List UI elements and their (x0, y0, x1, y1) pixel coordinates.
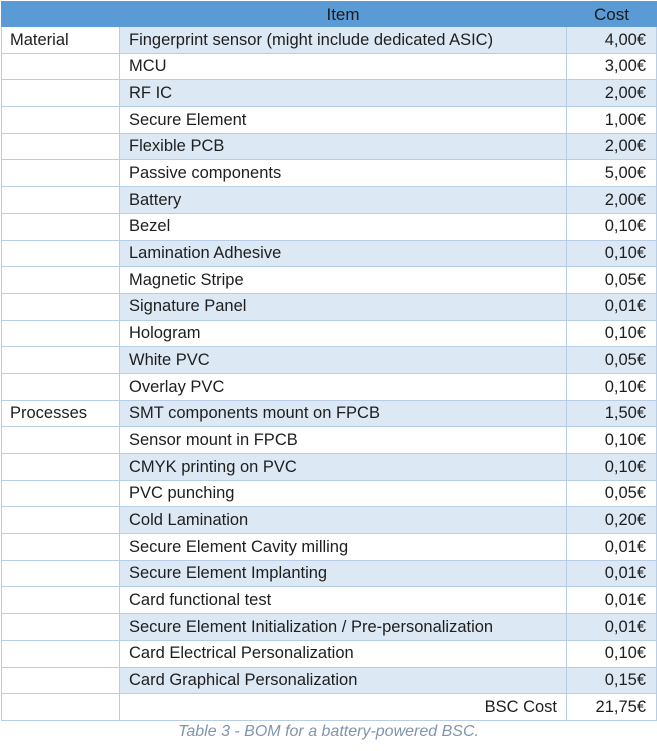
cost-cell: 2,00€ (567, 80, 657, 107)
total-value: 21,75€ (567, 694, 657, 721)
cost-cell: 0,01€ (567, 534, 657, 561)
header-cost: Cost (567, 2, 657, 27)
bom-table (1, 1, 657, 721)
item-cell: Flexible PCB (120, 133, 567, 160)
category-cell (2, 667, 120, 694)
table-row (2, 213, 657, 240)
header-item: Item (120, 2, 567, 27)
table-row (2, 587, 657, 614)
cost-cell: 2,00€ (567, 187, 657, 214)
table-row (2, 614, 657, 641)
item-cell: RF IC (120, 80, 567, 107)
category-cell: Material (2, 27, 120, 54)
cost-cell: 0,10€ (567, 213, 657, 240)
category-cell (2, 534, 120, 561)
cost-cell: 3,00€ (567, 53, 657, 80)
category-cell (2, 53, 120, 80)
category-cell (2, 293, 120, 320)
category-cell (2, 427, 120, 454)
cost-cell: 0,10€ (567, 373, 657, 400)
table-row (2, 53, 657, 80)
item-cell: Fingerprint sensor (might include dedicated ASIC) (120, 27, 567, 54)
category-cell (2, 187, 120, 214)
table-row (2, 240, 657, 267)
category-cell (2, 373, 120, 400)
table-row (2, 480, 657, 507)
category-cell (2, 107, 120, 134)
cost-cell: 0,05€ (567, 267, 657, 294)
item-cell: Lamination Adhesive (120, 240, 567, 267)
item-cell: Secure Element (120, 107, 567, 134)
item-cell: Overlay PVC (120, 373, 567, 400)
table-row (2, 27, 657, 54)
table-row (2, 133, 657, 160)
category-cell (2, 80, 120, 107)
category-cell (2, 213, 120, 240)
cost-cell: 0,05€ (567, 347, 657, 374)
table-row (2, 160, 657, 187)
category-cell (2, 267, 120, 294)
item-cell: Magnetic Stripe (120, 267, 567, 294)
table-row (2, 400, 657, 427)
item-cell: Signature Panel (120, 293, 567, 320)
category-cell (2, 160, 120, 187)
table-row (2, 107, 657, 134)
cost-cell: 0,10€ (567, 320, 657, 347)
cost-cell: 5,00€ (567, 160, 657, 187)
total-empty-cell (2, 694, 120, 721)
category-cell (2, 587, 120, 614)
cost-cell: 0,10€ (567, 427, 657, 454)
total-row (2, 694, 657, 721)
item-cell: PVC punching (120, 480, 567, 507)
item-cell: Passive components (120, 160, 567, 187)
table-header-row (2, 2, 657, 27)
cost-cell: 1,50€ (567, 400, 657, 427)
category-cell: Processes (2, 400, 120, 427)
item-cell: Bezel (120, 213, 567, 240)
cost-cell: 0,05€ (567, 480, 657, 507)
category-cell (2, 133, 120, 160)
item-cell: Card Electrical Personalization (120, 640, 567, 667)
cost-cell: 2,00€ (567, 133, 657, 160)
item-cell: CMYK printing on PVC (120, 454, 567, 481)
cost-cell: 0,10€ (567, 240, 657, 267)
item-cell: SMT components mount on FPCB (120, 400, 567, 427)
table-row (2, 560, 657, 587)
item-cell: Sensor mount in FPCB (120, 427, 567, 454)
category-cell (2, 347, 120, 374)
item-cell: Card functional test (120, 587, 567, 614)
table-row (2, 373, 657, 400)
cost-cell: 0,20€ (567, 507, 657, 534)
item-cell: Secure Element Implanting (120, 560, 567, 587)
cost-cell: 0,01€ (567, 614, 657, 641)
category-cell (2, 480, 120, 507)
table-row (2, 347, 657, 374)
cost-cell: 0,01€ (567, 560, 657, 587)
category-cell (2, 507, 120, 534)
category-cell (2, 240, 120, 267)
table-row (2, 454, 657, 481)
table-row (2, 320, 657, 347)
item-cell: Battery (120, 187, 567, 214)
item-cell: Hologram (120, 320, 567, 347)
table-row (2, 507, 657, 534)
cost-cell: 0,10€ (567, 454, 657, 481)
table-row (2, 187, 657, 214)
category-cell (2, 614, 120, 641)
table-row (2, 427, 657, 454)
item-cell: Cold Lamination (120, 507, 567, 534)
table-row (2, 640, 657, 667)
cost-cell: 1,00€ (567, 107, 657, 134)
cost-cell: 0,10€ (567, 640, 657, 667)
header-category (2, 2, 120, 27)
item-cell: MCU (120, 53, 567, 80)
cost-cell: 4,00€ (567, 27, 657, 54)
category-cell (2, 640, 120, 667)
cost-cell: 0,01€ (567, 587, 657, 614)
cost-cell: 0,01€ (567, 293, 657, 320)
item-cell: Secure Element Cavity milling (120, 534, 567, 561)
total-label: BSC Cost (120, 694, 567, 721)
table-row (2, 267, 657, 294)
item-cell: Secure Element Initialization / Pre-personalization (120, 614, 567, 641)
table-row (2, 534, 657, 561)
table-row (2, 293, 657, 320)
category-cell (2, 320, 120, 347)
table-caption: Table 3 - BOM for a battery-powered BSC. (178, 723, 479, 740)
cost-cell: 0,15€ (567, 667, 657, 694)
table-body (2, 27, 657, 694)
category-cell (2, 560, 120, 587)
table-row (2, 80, 657, 107)
item-cell: White PVC (120, 347, 567, 374)
table-row (2, 667, 657, 694)
item-cell: Card Graphical Personalization (120, 667, 567, 694)
category-cell (2, 454, 120, 481)
